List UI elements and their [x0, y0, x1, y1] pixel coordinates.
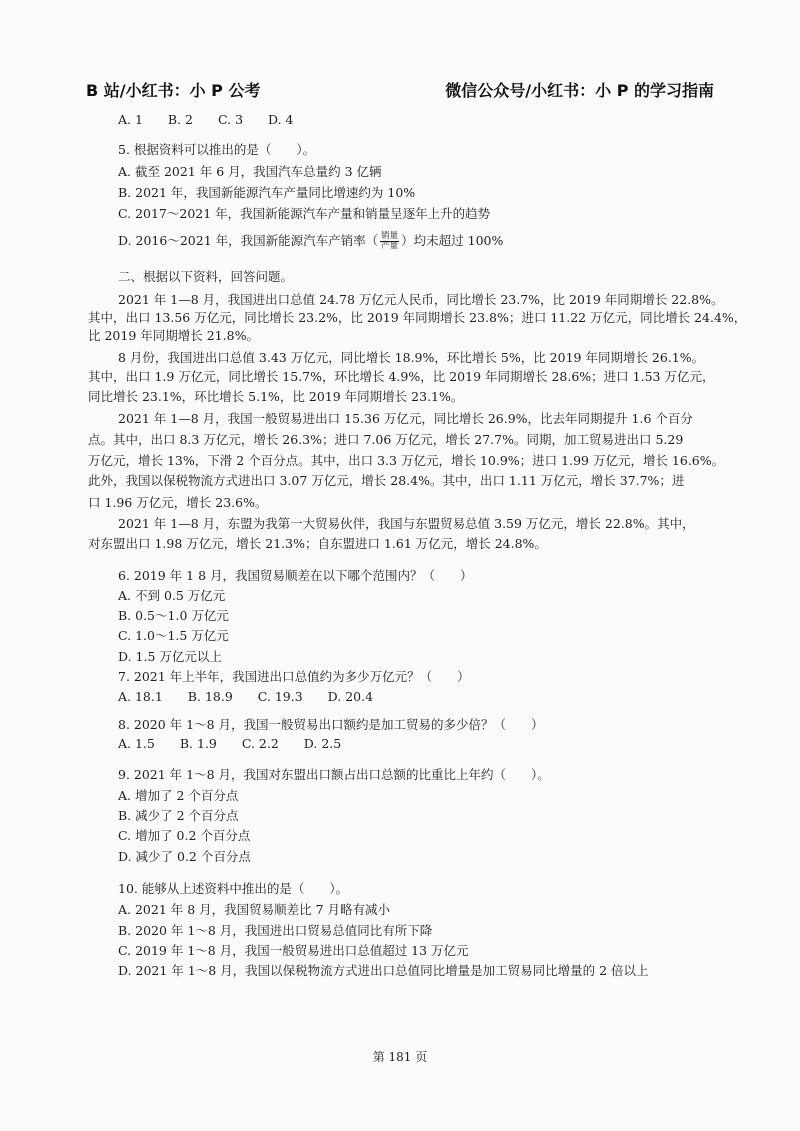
q10-option-d: D. 2021 年 1～8 月，我国以保税物流方式进出口总值同比增量是加工贸易同比增量的 2 倍以上 [118, 963, 649, 978]
q6-option-a: A. 不到 0.5 万亿元 [118, 588, 226, 603]
q9-option-c: C. 增加了 0.2 个百分点 [118, 828, 251, 843]
q7-stem: 7. 2021 年上半年，我国进出口总值约为多少万亿元？（ ） [118, 669, 470, 684]
fraction-numerator: 销量 [381, 231, 399, 241]
material-line: 其中，出口 1.9 万亿元，同比增长 15.7%，环比增长 4.9%，比 2019 年同期增长 28.6%；进口 1.53 万亿元， [88, 369, 715, 384]
section-heading: 二、根据以下资料，回答问题。 [118, 269, 294, 284]
q8-stem: 8. 2020 年 1～8 月，我国一般贸易出口额约是加工贸易的多少倍？（ ） [118, 717, 544, 732]
material-line: 口 1.96 万亿元，增长 23.6%。 [88, 495, 268, 510]
q10-option-b: B. 2020 年 1～8 月，我国进出口贸易总值同比有所下降 [118, 923, 433, 938]
material-line: 此外，我国以保税物流方式进出口 3.07 万亿元，增长 28.4%。其中，出口 1.11 万亿元，增长 37.7%；进 [88, 473, 685, 488]
material-line: 同比增长 23.1%，环比增长 5.1%，比 2019 年同期增长 23.1%。 [88, 389, 464, 404]
header-right-text: 微信公众号/小红书：小 P 的学习指南 [445, 81, 714, 100]
q6-stem: 6. 2019 年 1 8 月，我国贸易顺差在以下哪个范围内？（ ） [118, 568, 473, 583]
material-line: 2021 年 1—8 月，我国进出口总值 24.78 万亿元人民币，同比增长 23.7%，比 2019 年同期增长 22.8%。 [118, 292, 724, 307]
material-line: 其中，出口 13.56 万亿元，同比增长 23.2%，比 2019 年同期增长 23.8%；进口 11.22 万亿元，同比增长 24.4%， [88, 310, 747, 325]
q5-option-b: B. 2021 年，我国新能源汽车产量同比增速约为 10% [118, 185, 416, 200]
q9-option-d: D. 减少了 0.2 个百分点 [118, 849, 251, 864]
q6-option-b: B. 0.5～1.0 万亿元 [118, 608, 229, 623]
q5-option-d-text-before: D. 2016～2021 年，我国新能源汽车产销率（ [118, 233, 379, 248]
page-number: 第 181 页 [372, 1050, 428, 1064]
q10-option-c: C. 2019 年 1～8 月，我国一般贸易进出口总值超过 13 万亿元 [118, 943, 469, 958]
q9-option-a: A. 增加了 2 个百分点 [118, 788, 239, 803]
material-line: 对东盟出口 1.98 万亿元，增长 21.3%；自东盟进口 1.61 万亿元，增长 24.8%。 [88, 536, 547, 551]
q5-option-a: A. 截至 2021 年 6 月，我国汽车总量约 3 亿辆 [118, 164, 382, 179]
fraction-denominator: 产量 [381, 241, 399, 251]
q5-stem: 5. 根据资料可以推出的是（ ）。 [118, 142, 316, 157]
material-line: 点。其中，出口 8.3 万亿元，增长 26.3%；进口 7.06 万亿元，增长 27.7%。同期，加工贸易进出口 5.29 [88, 432, 684, 447]
q6-option-c: C. 1.0～1.5 万亿元 [118, 628, 229, 643]
material-line: 2021 年 1—8 月，东盟为我第一大贸易伙伴，我国与东盟贸易总值 3.59 万亿元，增长 22.8%。其中， [118, 516, 695, 531]
material-line: 比 2019 年同期增长 21.8%。 [88, 328, 259, 343]
q7-options: A. 18.1 B. 18.9 C. 19.3 D. 20.4 [118, 689, 374, 704]
q10-option-a: A. 2021 年 8 月，我国贸易顺差比 7 月略有减小 [118, 902, 391, 917]
prev-question-options: A. 1 B. 2 C. 3 D. 4 [118, 112, 294, 127]
material-line: 8 月份，我国进出口总值 3.43 万亿元，同比增长 18.9%，环比增长 5%，比 2019 年同期增长 26.1%。 [118, 350, 705, 365]
q6-option-d: D. 1.5 万亿元以上 [118, 649, 222, 664]
q9-option-b: B. 减少了 2 个百分点 [118, 808, 239, 823]
q9-stem: 9. 2021 年 1～8 月，我国对东盟出口额占出口总额的比重比上年约（ ）。 [118, 767, 550, 782]
sales-production-ratio-fraction [380, 232, 399, 251]
q5-option-d-text-after: ）均未超过 100% [401, 233, 504, 248]
q8-options: A. 1.5 B. 1.9 C. 2.2 D. 2.5 [118, 736, 342, 751]
q5-option-d [118, 232, 503, 251]
header-left-text: B 站/小红书：小 P 公考 [86, 81, 261, 100]
q10-stem: 10. 能够从上述资料中推出的是（ ）。 [118, 881, 349, 896]
material-line: 2021 年 1—8 月，我国一般贸易进出口 15.36 万亿元，同比增长 26.9%，比去年同期提升 1.6 个百分 [118, 411, 693, 426]
material-line: 万亿元，增长 13%，下滑 2 个百分点。其中，出口 3.3 万亿元，增长 10.9%；进口 1.99 万亿元，增长 16.6%。 [88, 453, 725, 468]
q5-option-c: C. 2017～2021 年，我国新能源汽车产量和销量呈逐年上升的趋势 [118, 206, 491, 221]
